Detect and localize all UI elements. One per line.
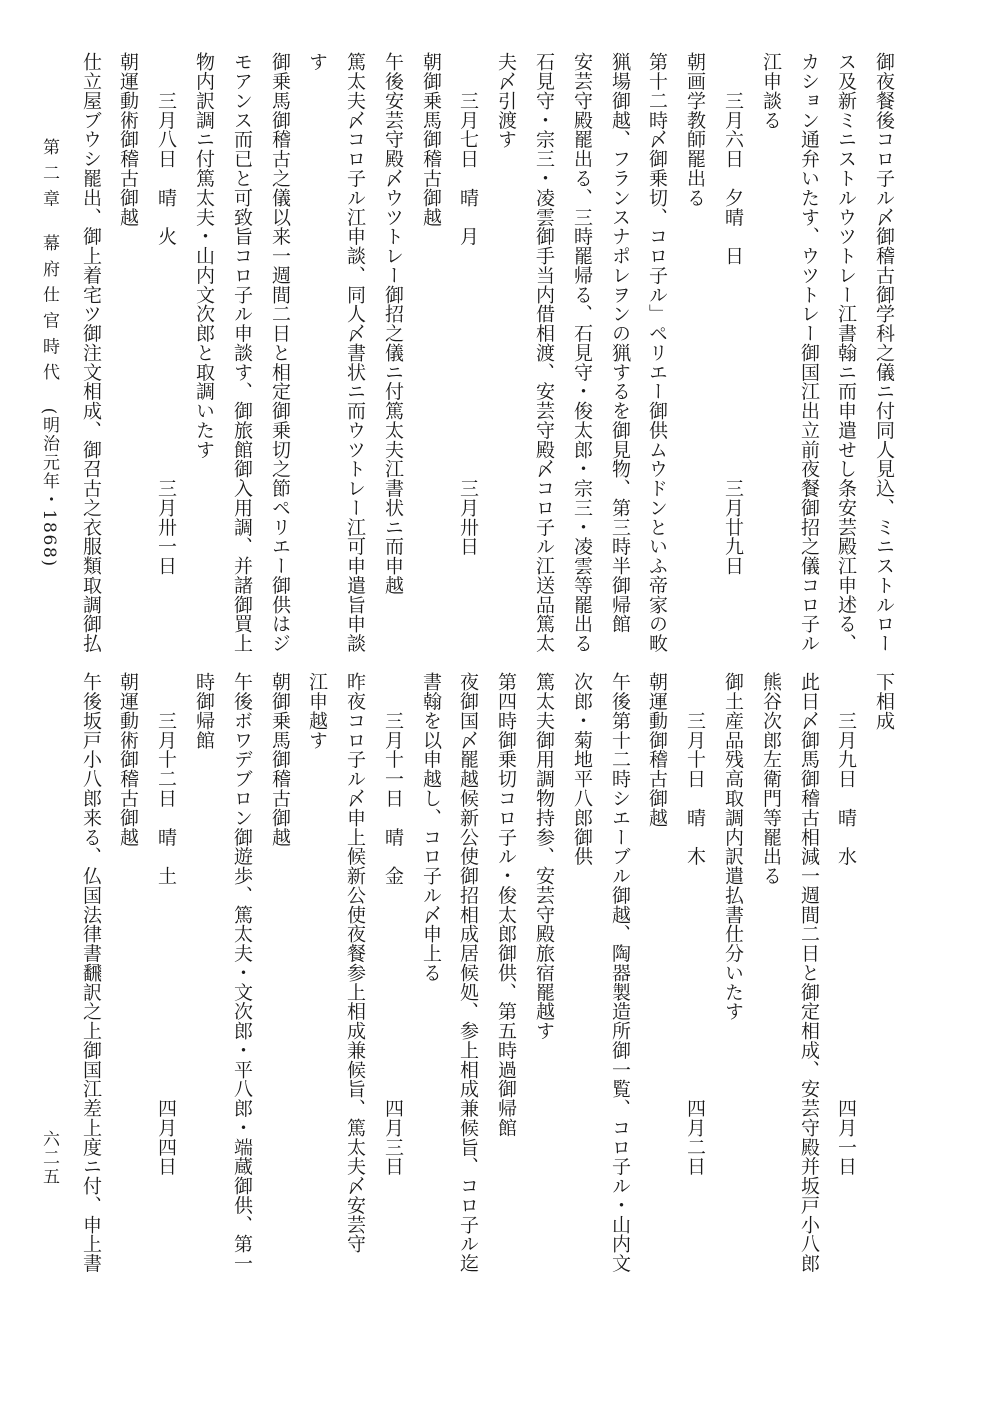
text-column: す <box>306 52 328 72</box>
text-column: 此日〆御馬御稽古相減一週間二日と御定相成、安芸守殿并坂戸小八郎 <box>798 672 820 1273</box>
text-column: 書翰を以申越し、コロ子ル〆申上る <box>420 672 442 983</box>
page-number: 六二五 <box>39 1130 59 1187</box>
text-column: 朝画学教師罷出る <box>684 52 706 208</box>
text-column: 朝御乗馬御稽古御越 <box>269 672 291 847</box>
text-column: 御乗馬御稽古之儀以来一週間二日と相定御乗切之節ペリエー御供はジ <box>269 52 291 653</box>
text-column: 朝運動術御稽古御越 <box>117 52 139 227</box>
text-column: 朝運動術御稽古御越 <box>117 672 139 847</box>
date-line: 三月七日 晴 月 三月卅日 <box>457 52 479 556</box>
text-column: 昨夜コロ子ル〆申上候新公使夜餐参上相成兼候旨、篤太夫〆安芸守 <box>344 672 366 1254</box>
text-column: 午後第十二時シエーブル御越、陶器製造所御一覧、コロ子ル・山内文 <box>609 672 631 1273</box>
date-line: 三月十一日 晴 金 四月三日 <box>382 672 404 1176</box>
date-line: 三月六日 夕晴 日 三月廿九日 <box>722 52 744 576</box>
text-column: 猟場御越、フランスナポレヲンの猟するを御見物、第三時半御帰館 <box>609 52 631 634</box>
text-column: 第十二時〆御乗切、コロ子ル」ペリエー御供ムウドンといふ帝家の畋 <box>646 52 668 653</box>
text-column: 仕立屋ブウシ罷出、御上着宅ツ御注文相成、御召古之衣服類取調御払 <box>80 52 102 653</box>
text-column: 江申越す <box>306 672 328 750</box>
text-column: 御夜餐後コロ子ル〆御稽古御学科之儀ニ付同人見込、ミニストルロー <box>873 52 895 653</box>
text-column: 時御帰館 <box>193 672 215 750</box>
text-column: 熊谷次郎左衛門等罷出る <box>760 672 782 886</box>
text-column: 篤太夫〆コロ子ル江申談、同人〆書状ニ而ウツトレー江可申遣旨申談 <box>344 52 366 653</box>
text-column: 篤太夫御用調物持参、安芸守殿旅宿罷越す <box>533 672 555 1041</box>
date-line: 三月十日 晴 木 四月二日 <box>684 672 706 1176</box>
date-line: 三月九日 晴 水 四月一日 <box>835 672 857 1176</box>
text-column: 物内訳調ニ付篤太夫・山内文次郎と取調いたす <box>193 52 215 459</box>
text-column: 第四時御乗切コロ子ル・俊太郎御供、第五時過御帰館 <box>495 672 517 1138</box>
text-column: 朝御乗馬御稽古御越 <box>420 52 442 227</box>
text-column: モアンス而已と可致旨コロ子ル申談す、御旅館御入用調、并諸御買上 <box>231 52 253 653</box>
text-column: 石見守・宗三・凌雲御手当内借相渡、安芸守殿〆コロ子ル江送品篤太 <box>533 52 555 653</box>
text-column: 次郎・菊地平八郎御供 <box>571 672 593 866</box>
text-column: カション通弁いたす、ウツトレー御国江出立前夜餐御招之儀コロ子ル <box>798 52 820 653</box>
date-line: 三月八日 晴 火 三月卅一日 <box>155 52 177 576</box>
text-column: 安芸守殿罷出る、三時罷帰る、石見守・俊太郎・宗三・凌雲等罷出る <box>571 52 593 653</box>
text-column: 午後坂戸小八郎来る、仏国法律書飜訳之上御国江差上度ニ付、申上書 <box>80 672 102 1273</box>
text-column: 御土産品残高取調内訳遣払書仕分いたす <box>722 672 744 1021</box>
text-column: 午後ボワデブロン御遊歩、篤太夫・文次郎・平八郎・端蔵御供、第一 <box>231 672 253 1273</box>
text-column: 下相成 <box>873 672 895 731</box>
text-column: ス及新ミニストルウツトレー江書翰ニ而申遣せし条安芸殿江申述る、 <box>835 52 857 653</box>
running-head: 第 二 章 幕 府 仕 官 時 代 (明治元年・1868) <box>39 138 59 568</box>
text-column: 夜御国〆罷越候新公使御招相成居候処、参上相成兼候旨、コロ子ル迄 <box>457 672 479 1273</box>
text-column: 朝運動御稽古御越 <box>646 672 668 828</box>
text-column: 江申談る <box>760 52 782 130</box>
text-column: 午後安芸守殿〆ウツトレー御招之儀ニ付篤太夫江書状ニ而申越 <box>382 52 404 595</box>
text-column: 夫〆引渡す <box>495 52 517 149</box>
date-line: 三月十二日 晴 土 四月四日 <box>155 672 177 1176</box>
